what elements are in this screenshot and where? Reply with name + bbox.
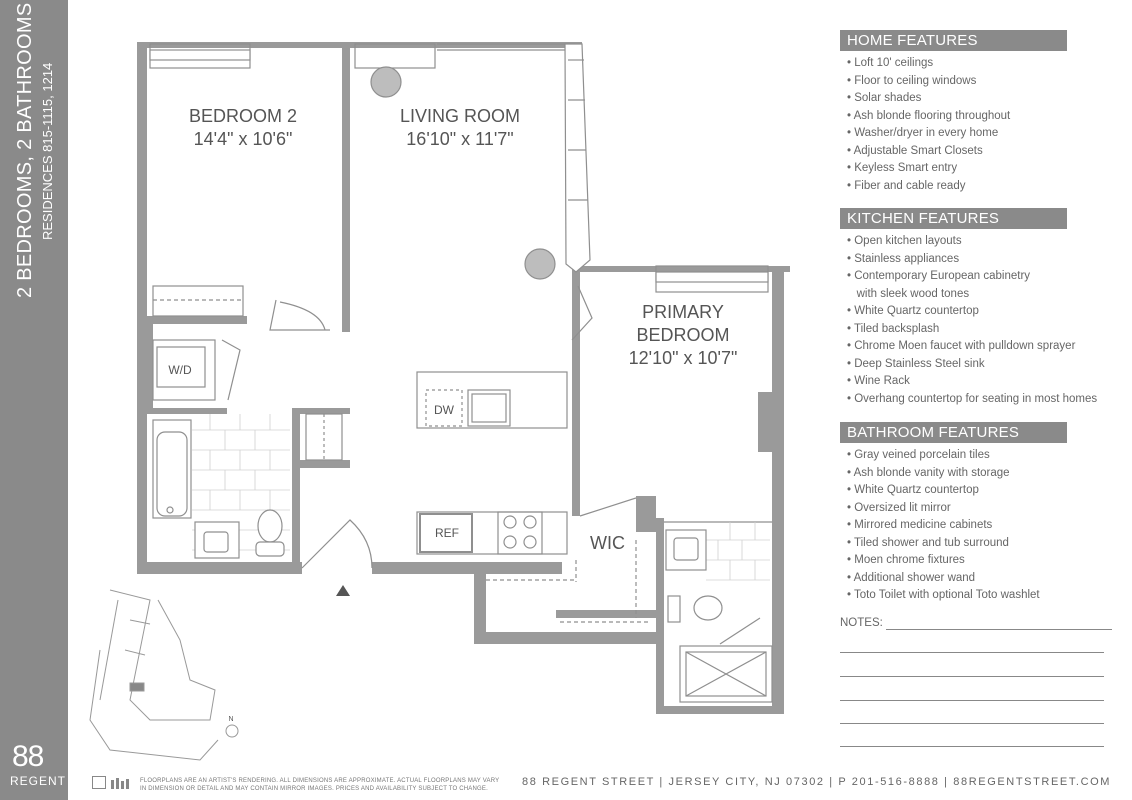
compass-label: N [228, 716, 234, 723]
list-item: • Oversized lit mirror [847, 501, 951, 514]
list-item: • Wine Rack [847, 375, 910, 387]
list-item: • Tiled backsplash [847, 322, 940, 335]
equal-housing-icon [92, 776, 106, 789]
living-room-label [380, 105, 540, 151]
list-item: • Gray veined porcelain tiles [847, 449, 990, 461]
bedroom2-label [168, 105, 318, 151]
home-features-section [840, 30, 1120, 195]
notes-line[interactable] [886, 629, 1112, 630]
notes-line[interactable] [840, 700, 1104, 701]
logo-number: 88 [12, 740, 44, 773]
list-item: • White Quartz countertop [847, 484, 979, 496]
bathroom-features-list [840, 447, 1120, 605]
primary-bedroom-label [608, 301, 758, 370]
dishwasher-label: DW [434, 403, 454, 417]
notes-line[interactable] [840, 723, 1104, 724]
list-item: • Adjustable Smart Closets [847, 144, 983, 157]
unit-type-title: 2 BEDROOMS, 2 BATHROOMS [14, 2, 36, 298]
home-features-heading: HOME FEATURES [840, 30, 1067, 51]
list-item: • Tiled shower and tub surround [847, 536, 1009, 549]
notes-line[interactable] [840, 652, 1104, 653]
logo-word: REGENT [10, 774, 67, 788]
refrigerator-label: REF [435, 526, 459, 540]
list-item: • Contemporary European cabinetry [847, 270, 1031, 282]
living-room-name: LIVING ROOM [399, 106, 520, 126]
walk-in-closet-label: WIC [590, 533, 625, 553]
home-features-list [840, 55, 1120, 195]
living-room-size: 16'10" x 11'7" [406, 129, 514, 149]
list-item: • Stainless appliances [847, 252, 960, 265]
list-item: • Chrome Moen faucet with pulldown sprayer [847, 340, 1076, 352]
kitchen-features-section [840, 208, 1120, 408]
list-item: • Ash blonde flooring throughout [847, 109, 1011, 122]
list-item: • Loft 10' ceilings [847, 57, 934, 69]
primary-bedroom-size: 12'10" x 10'7" [628, 348, 738, 368]
list-item: • Floor to ceiling windows [847, 74, 977, 87]
notes-label: NOTES: [840, 617, 883, 629]
list-item: • Overhang countertop for seating in most homes [847, 392, 1098, 405]
primary-bedroom-name1: PRIMARY [642, 302, 724, 322]
list-item: • White Quartz countertop [847, 305, 979, 317]
bedroom2-size: 14'4" x 10'6" [193, 129, 293, 149]
notes-line[interactable] [840, 676, 1104, 677]
list-item: • Washer/dryer in every home [847, 127, 999, 139]
footer-address: 88 REGENT STREET | JERSEY CITY, NJ 07302 | P 201-516-8888 | 88REGENTSTREET.COM [522, 776, 1112, 788]
list-item: • Solar shades [847, 92, 922, 104]
residences-subtitle: RESIDENCES 815-1115, 1214 [40, 62, 55, 240]
list-item: • Toto Toilet with optional Toto washlet [847, 589, 1040, 601]
list-item: • Ash blonde vanity with storage [847, 466, 1010, 479]
notes-line[interactable] [840, 746, 1104, 747]
disclaimer-text: FLOORPLANS ARE AN ARTIST'S RENDERING. ALL DIMENSIONS ARE APPROXIMATE. ACTUAL FLOORPLANS MAY VARY IN DIMENSION OR DETAIL AND MAY CONTAIN MIRROR IMAGES. PRICES AND AVAILABILITY SUBJECT TO CHANGE. [140, 778, 500, 792]
list-item: • Additional shower wand [847, 571, 976, 584]
primary-bedroom-name2: BEDROOM [636, 325, 730, 345]
kitchen-features-heading: KITCHEN FEATURES [840, 208, 1067, 229]
list-item: • Mirrored medicine cabinets [847, 519, 993, 531]
list-item: with sleek wood tones [853, 287, 970, 300]
list-item: • Fiber and cable ready [847, 179, 966, 192]
accessibility-icon [110, 776, 132, 789]
list-item: • Keyless Smart entry [847, 162, 958, 174]
bathroom-features-section [840, 422, 1120, 605]
washer-dryer-label: W/D [168, 363, 192, 377]
list-item: • Deep Stainless Steel sink [847, 357, 985, 370]
list-item: • Open kitchen layouts [847, 235, 962, 247]
bedroom2-name: BEDROOM 2 [188, 106, 298, 126]
bathroom-features-heading: BATHROOM FEATURES [840, 422, 1067, 443]
list-item: • Moen chrome fixtures [847, 554, 965, 566]
kitchen-features-list [840, 233, 1120, 408]
